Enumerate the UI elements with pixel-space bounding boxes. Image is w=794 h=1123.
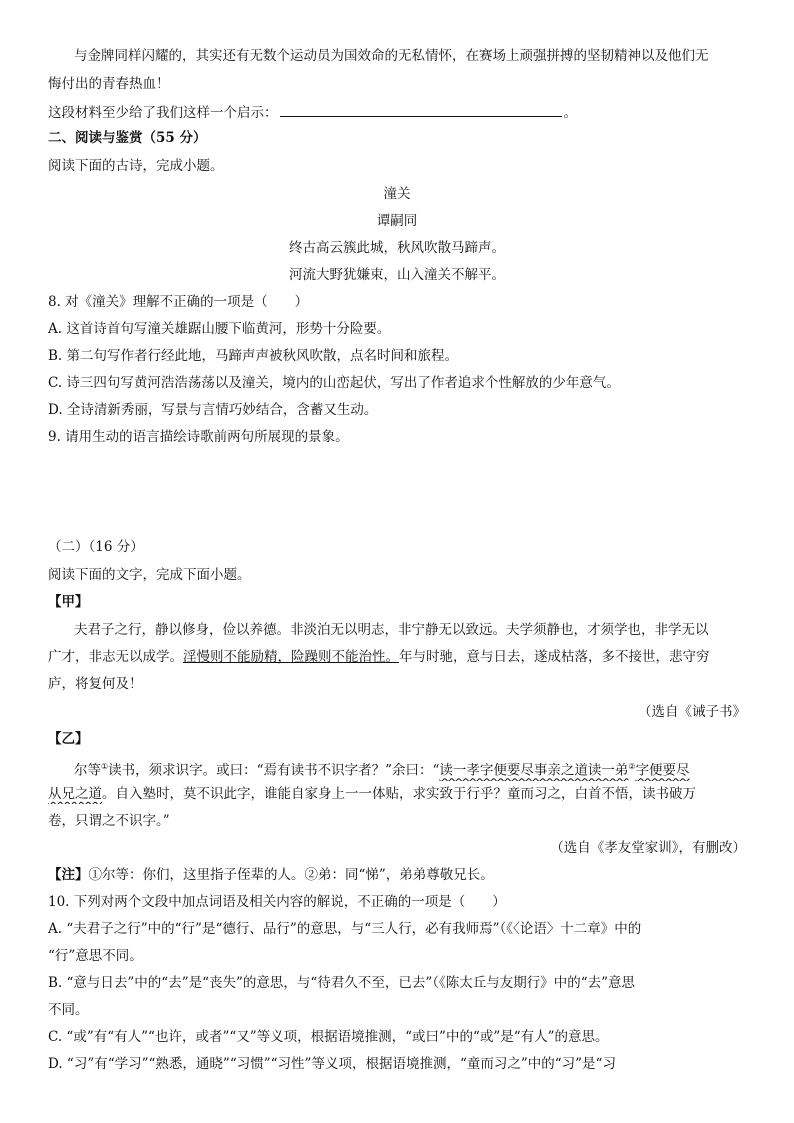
q8-stem: 8. 对《潼关》理解不正确的一项是（ ） <box>48 294 309 310</box>
intro-line-2: 悔付出的青春热血！ <box>48 76 170 92</box>
jia-line-3: 庐，将复何及！ <box>48 676 143 692</box>
jia-line-2-start: 广才，非志无以成学。 <box>48 649 183 665</box>
jia-underlined-sentence: 淫慢则不能励精，险躁则不能治性。 <box>183 649 399 665</box>
section-instruction: 阅读下面的古诗，完成小题。 <box>48 158 224 174</box>
yi-line-2 <box>48 784 746 804</box>
answer-blank[interactable] <box>280 102 562 117</box>
q9-stem: 9. 请用生动的语言描绘诗歌前两句所展现的景象。 <box>48 429 349 445</box>
yi-line-1-b: 读书，须求识字。或曰：“焉有读书不识字者？”余曰：“ <box>108 762 440 779</box>
yi-line-2-rest: 。自入塾时，莫不识此字，谁能自家身上一一体贴，求实致于行乎？童而习之，白首不悟，读书破万 <box>102 786 696 802</box>
intro-prompt-text: 这段材料至少给了我们这样一个启示： <box>48 105 278 121</box>
yi-wavy-underlined-3: 从兄之道 <box>48 786 102 802</box>
q10-option-b-2: 不同。 <box>48 1002 89 1018</box>
jia-line-2-end: 年与时驰，意与日去，遂成枯落，多不接世，悲守穷 <box>399 649 710 665</box>
jia-line-2 <box>48 647 746 667</box>
poem-line-1: 终古高云簇此城，秋风吹散马蹄声。 <box>289 240 505 256</box>
jia-source: （选自《诫子书》 <box>638 704 746 720</box>
q8-option-b: B. 第二句写作者行经此地，马蹄声声被秋风吹散，点名时间和旅程。 <box>48 348 459 364</box>
q10-option-c: C. “或”有“有人”“也许，或者”“又”等义项，根据语境推测，“或曰”中的“或”是“有人”的意思。 <box>48 1029 609 1045</box>
q8-option-a: A. 这首诗首句写潼关雄踞山腰下临黄河，形势十分险要。 <box>48 321 391 337</box>
q8-option-c: C. 诗三四句写黄河浩浩荡荡以及潼关，境内的山峦起伏，写出了作者追求个性解放的少年意气。 <box>48 375 620 391</box>
poem-line-2: 河流大野犹嫌束，山入潼关不解平。 <box>289 267 505 283</box>
q10-option-d: D. “习”有“学习”“熟悉，通晓”“习惯”“习性”等义项，根据语境推测，“童而习之”中的“习”是“习 <box>48 1056 616 1072</box>
part2-instruction: 阅读下面的文字，完成下面小题。 <box>48 567 251 583</box>
note-label: 【注】 <box>48 867 89 883</box>
yi-line-1-a: 尔等 <box>74 762 101 779</box>
q10-option-a-1: A. “夫君子之行”中的“行”是“德行、品行”的意思，与“三人行，必有我师焉”（《〈论语〉十二章》中的 <box>48 921 642 937</box>
yi-line-3: 卷，只谓之不识字。” <box>48 813 170 829</box>
intro-prompt-end: 。 <box>563 105 577 121</box>
note-marker-1: ① <box>101 762 109 771</box>
yi-label: 【乙】 <box>48 731 89 747</box>
yi-source: （选自《孝友堂家训》，有删改） <box>550 840 746 856</box>
intro-line-1: 与金牌同样闪耀的，其实还有无数个运动员为国效命的无私情怀，在赛场上顽强拼搏的坚韧精神以及他们无 <box>74 48 709 64</box>
poem-author: 谭嗣同 <box>376 213 418 229</box>
jia-label: 【甲】 <box>48 594 89 610</box>
q10-option-b-1: B. “意与日去”中的“去”是“丧失”的意思，与“待君久不至，已去”（《陈太丘与友期行》中的“去”意思 <box>48 975 636 991</box>
yi-wavy-underlined-2: 字便要尽 <box>635 762 690 779</box>
note-marker-2: ② <box>628 762 636 771</box>
yi-line-1 <box>74 757 746 781</box>
q10-option-a-2: “行”意思不同。 <box>48 948 143 964</box>
yi-wavy-underlined-1: 读一孝字便要尽事亲之道读一弟 <box>439 762 629 779</box>
poem-title: 潼关 <box>383 186 411 202</box>
note-text: ①尔等：你们，这里指子侄辈的人。②弟：同“悌”，弟弟尊敬兄长。 <box>88 867 494 883</box>
q10-stem: 10. 下列对两个文段中加点词语及相关内容的解说，不正确的一项是（ ） <box>48 894 506 910</box>
part2-heading: （二）（16 分） <box>48 539 144 555</box>
intro-prompt <box>48 102 746 123</box>
section-heading: 二、阅读与鉴赏（55 分） <box>48 130 207 146</box>
jia-line-1: 夫君子之行，静以修身，俭以养德。非淡泊无以明志，非宁静无以致远。夫学须静也，才须学也，非学无以 <box>74 622 709 638</box>
q8-option-d: D. 全诗清新秀丽，写景与言情巧妙结合，含蓄又生动。 <box>48 402 378 418</box>
annotation-note <box>48 865 746 885</box>
